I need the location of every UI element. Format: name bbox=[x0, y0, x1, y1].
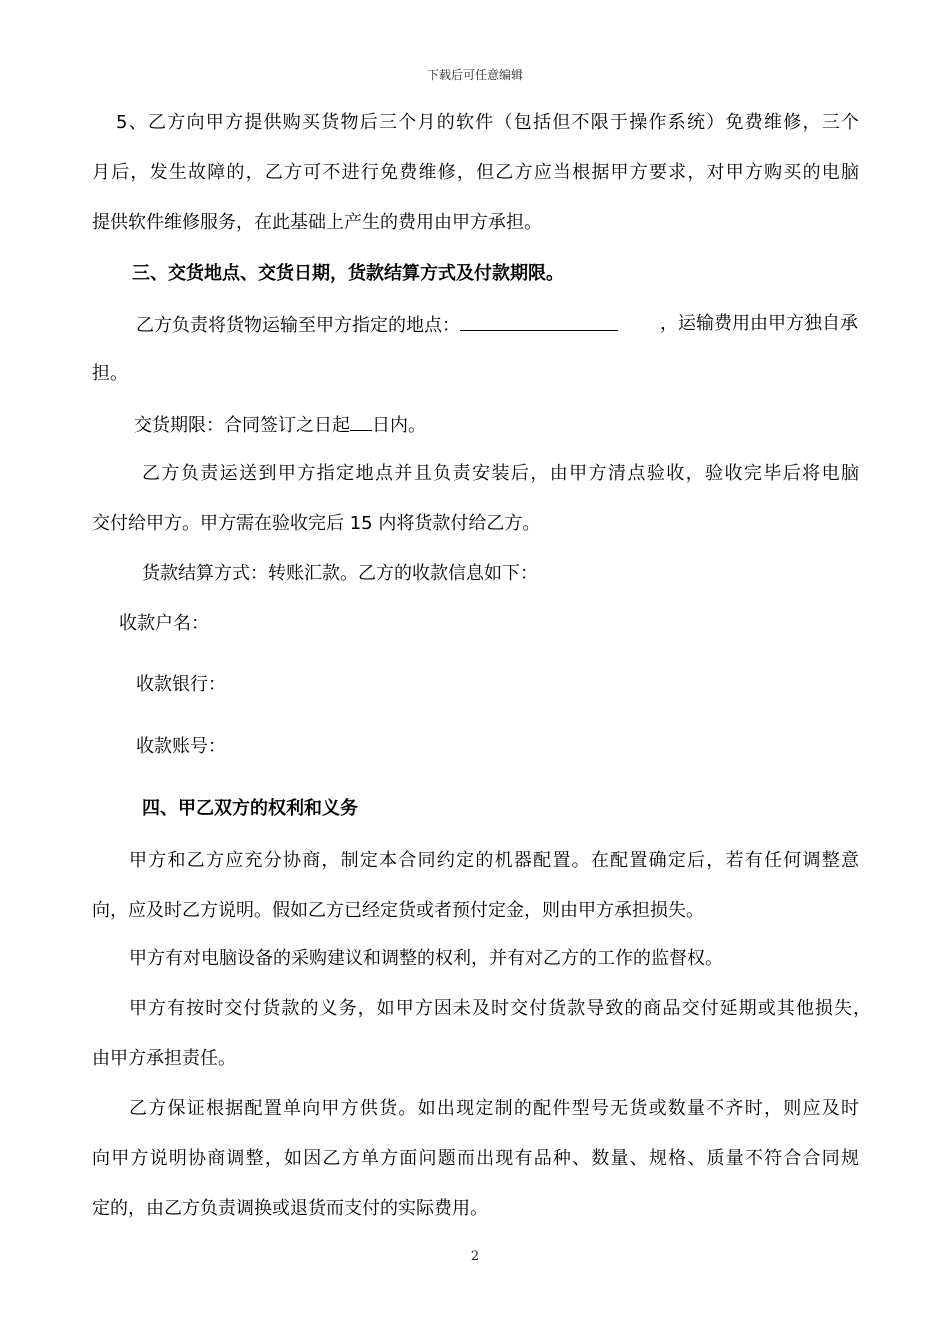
delivery-period-label: 交货期限：合同签订之日起 bbox=[134, 415, 350, 436]
page-number: 2 bbox=[470, 1249, 480, 1264]
rights-p1-line-1: 甲方和乙方应充分协商，制定本合同约定的机器配置。在配置确定后，若有任何调整意 bbox=[129, 850, 859, 871]
delivery-period-tail: 日内。 bbox=[372, 415, 426, 436]
rights-p4-line-2: 向甲方说明协商调整，如因乙方单方面问题而出现有品种、数量、规格、质量不符合合同规 bbox=[92, 1148, 859, 1169]
account-name-label: 收款户名： bbox=[119, 613, 209, 634]
paragraph-5-line-3: 提供软件维修服务，在此基础上产生的费用由甲方承担。 bbox=[92, 212, 542, 233]
delivery-location-label: 乙方负责将货物运输至甲方指定的地点： bbox=[136, 315, 460, 336]
delivery-days-blank bbox=[350, 412, 372, 431]
acceptance-line-1: 乙方负责运送到甲方指定地点并且负责安装后，由甲方清点验收，验收完毕后将电脑 bbox=[142, 463, 859, 484]
delivery-location-blank bbox=[460, 312, 618, 331]
account-number-label: 收款账号： bbox=[136, 736, 226, 757]
paragraph-5-line-2: 月后，发生故障的，乙方可不进行免费维修，但乙方应当根据甲方要求，对甲方购买的电脑 bbox=[92, 162, 859, 183]
bank-label: 收款银行： bbox=[136, 674, 226, 695]
delivery-period-line bbox=[134, 412, 914, 438]
rights-p1-line-2: 向，应及时乙方说明。假如乙方已经定货或者预付定金，则由甲方承担损失。 bbox=[92, 900, 704, 921]
rights-p3-line-2: 由甲方承担责任。 bbox=[92, 1048, 236, 1069]
section-3-heading: 三、交货地点、交货日期，货款结算方式及付款期限。 bbox=[132, 263, 564, 284]
delivery-location-line-2: 担。 bbox=[92, 363, 128, 384]
paragraph-5-line-1: 5、乙方向甲方提供购买货物后三个月的软件（包括但不限于操作系统）免费维修，三个 bbox=[116, 112, 859, 133]
page-header: 下载后可任意编辑 bbox=[426, 68, 523, 82]
rights-p2: 甲方有对电脑设备的采购建议和调整的权利，并有对乙方的工作的监督权。 bbox=[129, 948, 723, 969]
rights-p3-line-1: 甲方有按时交付货款的义务，如甲方因未及时交付货款导致的商品交付延期或其他损失， bbox=[129, 998, 871, 1019]
delivery-location-tail: ，运输费用由甲方独自承 bbox=[660, 313, 858, 334]
acceptance-line-2: 交付给甲方。甲方需在验收完后 15 内将货款付给乙方。 bbox=[92, 513, 541, 534]
section-4-heading: 四、甲乙双方的权利和义务 bbox=[142, 798, 358, 819]
payment-method-line: 货款结算方式：转账汇款。乙方的收款信息如下： bbox=[142, 563, 538, 584]
delivery-location-line bbox=[136, 312, 858, 338]
rights-p4-line-1: 乙方保证根据配置单向甲方供货。如出现定制的配件型号无货或数量不齐时，则应及时 bbox=[129, 1098, 859, 1119]
rights-p4-line-3: 定的，由乙方负责调换或退货而支付的实际费用。 bbox=[92, 1198, 488, 1219]
